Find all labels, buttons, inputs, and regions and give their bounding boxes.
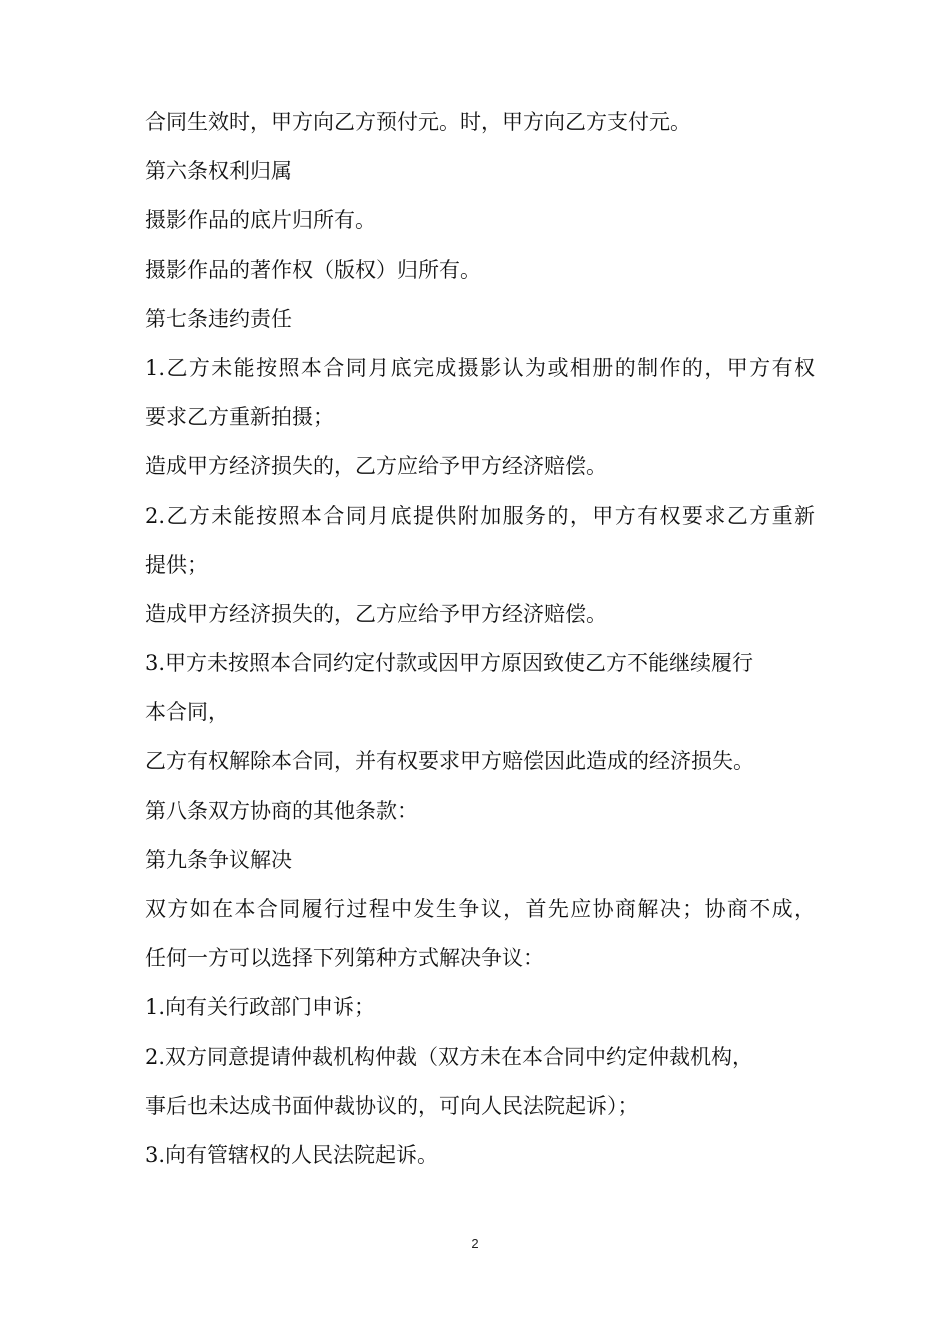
text-line: 合同生效时，甲方向乙方预付元。时，甲方向乙方支付元。 [145,110,691,134]
text-line: 3.向有管辖权的人民法院起诉。 [145,1142,439,1167]
section-heading: 第六条权利归属 [145,159,292,184]
text-line: 摄影作品的底片归所有。 [145,208,376,233]
text-line: 事后也未达成书面仲裁协议的，可向人民法院起诉）； [145,1093,639,1118]
text-line: 任何一方可以选择下列第种方式解决争议： [145,946,544,971]
text-line: 摄影作品的著作权（版权）归所有。 [145,257,481,282]
document-body [145,98,815,1180]
text-line: 本合同， [145,700,229,725]
page-number: 2 [471,1236,479,1251]
text-line: 双方如在本合同履行过程中发生争议，首先应协商解决；协商不成， [145,897,815,921]
text-line: 1.乙方未能按照本合同月底完成摄影认为或相册的制作的，甲方有权 [145,355,815,380]
section-heading: 第八条双方协商的其他条款： [145,798,418,823]
text-line: 2.双方同意提请仲裁机构仲裁（双方未在本合同中约定仲裁机构， [145,1044,754,1069]
text-line: 造成甲方经济损失的，乙方应给予甲方经济赔偿。 [145,601,607,626]
text-line: 2.乙方未能按照本合同月底提供附加服务的，甲方有权要求乙方重新 [145,503,815,528]
section-heading: 第九条争议解决 [145,847,292,872]
text-line: 1.向有关行政部门申诉； [145,995,376,1020]
text-line: 3.甲方未按照本合同约定付款或因甲方原因致使乙方不能继续履行 [145,651,754,676]
text-line: 乙方有权解除本合同，并有权要求甲方赔偿因此造成的经济损失。 [145,749,754,774]
section-heading: 第七条违约责任 [145,306,292,331]
text-line: 提供； [145,552,208,577]
text-line: 要求乙方重新拍摄； [145,405,334,430]
text-line: 造成甲方经济损失的，乙方应给予甲方经济赔偿。 [145,454,607,479]
